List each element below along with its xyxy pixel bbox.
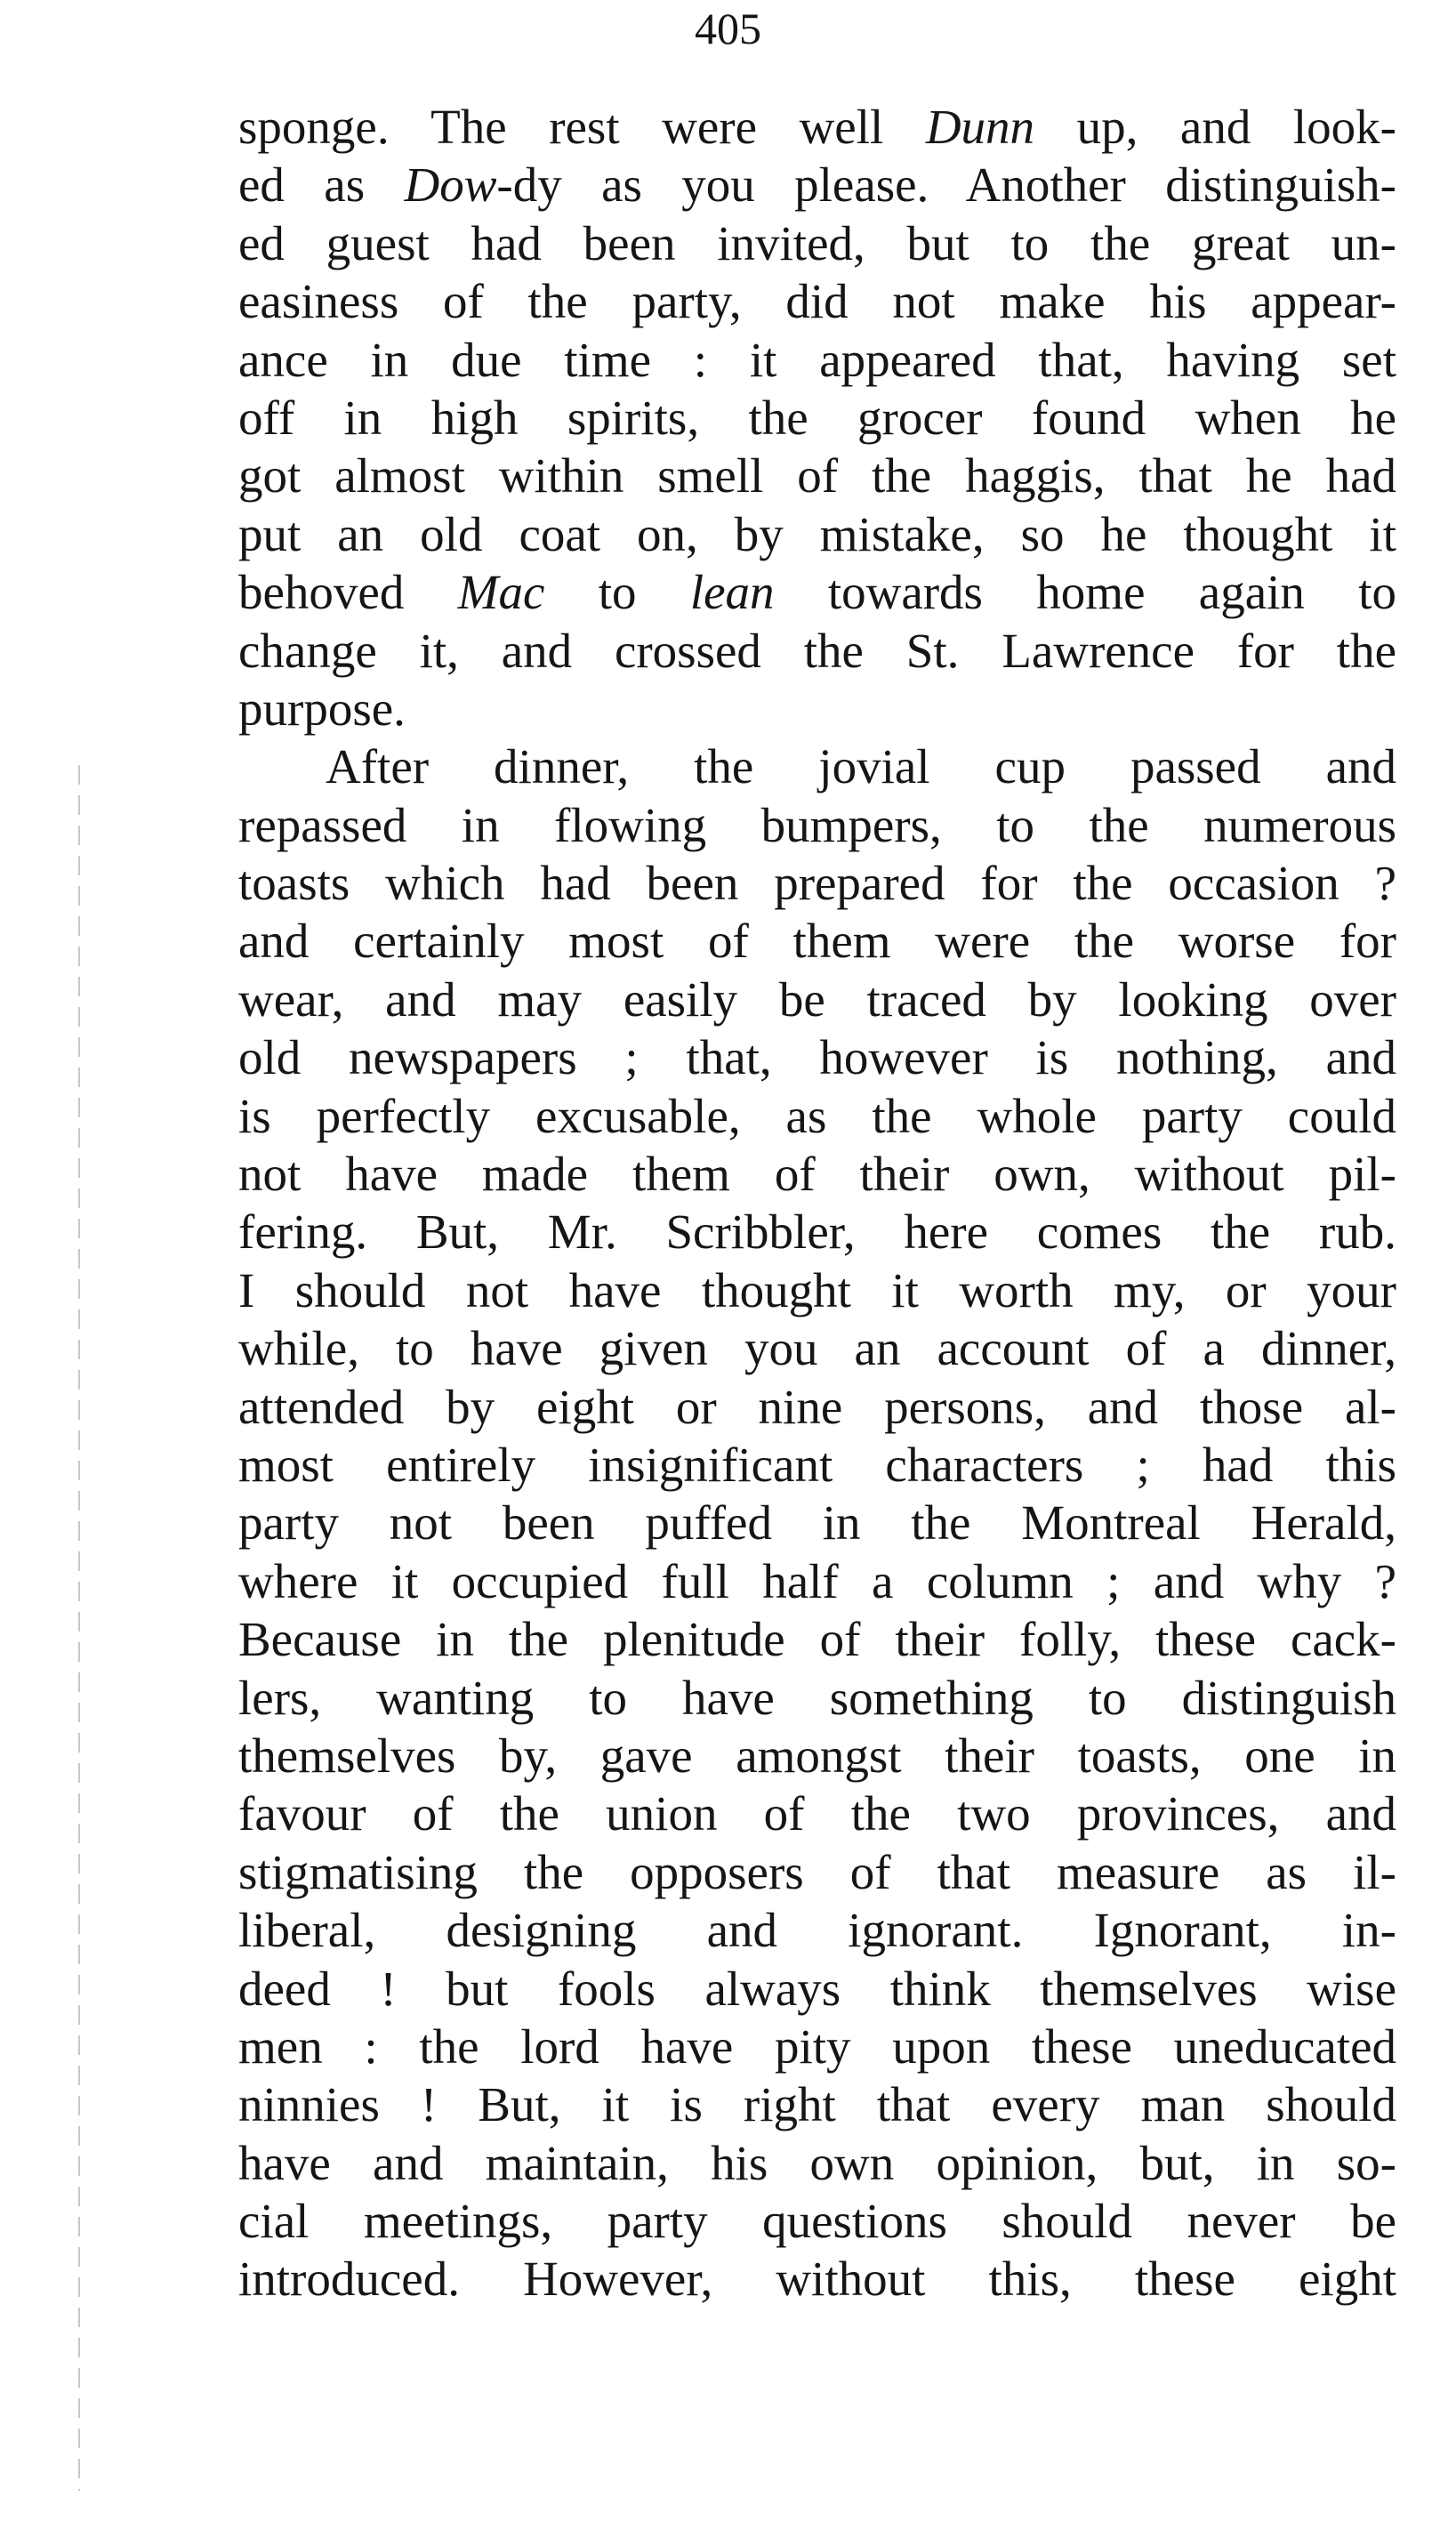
page-number: 405 [695, 4, 761, 53]
text-line: repassed in flowing bumpers, to the numerous [238, 797, 1396, 852]
text-line: After dinner, the jovial cup passed and [326, 739, 1396, 794]
text-line: attended by eight or nine persons, and those al- [238, 1379, 1396, 1434]
body-text [238, 98, 1396, 2308]
text-line: favour of the union of the two provinces, and [238, 1786, 1396, 1841]
text-line: introduced. However, without this, these eight [238, 2252, 1396, 2307]
text-line: lers, wanting to have something to distinguish [238, 1670, 1396, 1725]
text-line: where it occupied full half a column ; and why ? [238, 1553, 1396, 1608]
text-line: ed guest had been invited, but to the great un- [238, 215, 1396, 270]
text-line: easiness of the party, did not make his appear- [238, 274, 1396, 329]
text-line: party not been puffed in the Montreal Herald, [238, 1495, 1396, 1551]
text-line: ance in due time : it appeared that, having set [238, 332, 1396, 387]
text-line: not have made them of their own, without pil- [238, 1147, 1396, 1202]
gutter-shadow [78, 765, 80, 2491]
text-line: deed ! but fools always think themselves wise [238, 1961, 1396, 2016]
text-line: I should not have thought it worth my, or your [238, 1262, 1396, 1317]
text-line: ninnies ! But, it is right that every man should [238, 2077, 1396, 2132]
text-line: Because in the plenitude of their folly, these cack- [238, 1612, 1396, 1667]
text-line: men : the lord have pity upon these uneducated [238, 2018, 1396, 2074]
text-line: cial meetings, party questions should never be [238, 2194, 1396, 2249]
text-line: purpose. [238, 681, 406, 736]
text-line: ed as Dow-dy as you please. Another distinguish- [238, 157, 1396, 213]
text-line: behoved Mac to lean towards home again to [238, 565, 1397, 620]
text-line: and certainly most of them were the worse for [238, 914, 1396, 969]
text-line: put an old coat on, by mistake, so he thought it [238, 506, 1396, 561]
text-line: while, to have given you an account of a dinner, [238, 1321, 1396, 1376]
text-line: have and maintain, his own opinion, but, in so- [238, 2135, 1396, 2190]
text-line: change it, and crossed the St. Lawrence for the [238, 623, 1396, 678]
text-line: most entirely insignificant characters ; had this [238, 1437, 1396, 1492]
text-line: is perfectly excusable, as the whole party could [238, 1088, 1396, 1143]
text-line: got almost within smell of the haggis, that he had [238, 448, 1396, 504]
text-line: sponge. The rest were well Dunn up, and look- [238, 100, 1396, 154]
text-line: old newspapers ; that, however is nothing, and [238, 1030, 1396, 1085]
text-line: wear, and may easily be traced by looking over [238, 971, 1396, 1027]
text-line: toasts which had been prepared for the occasion ? [238, 856, 1396, 911]
text-line: stigmatising the opposers of that measure as il- [238, 1844, 1396, 1899]
text-line: fering. But, Mr. Scribbler, here comes the rub. [238, 1205, 1396, 1260]
text-line: themselves by, gave amongst their toasts, one in [238, 1728, 1396, 1783]
text-line: off in high spirits, the grocer found when he [238, 390, 1396, 445]
text-line: liberal, designing and ignorant. Ignorant, in- [238, 1903, 1396, 1958]
